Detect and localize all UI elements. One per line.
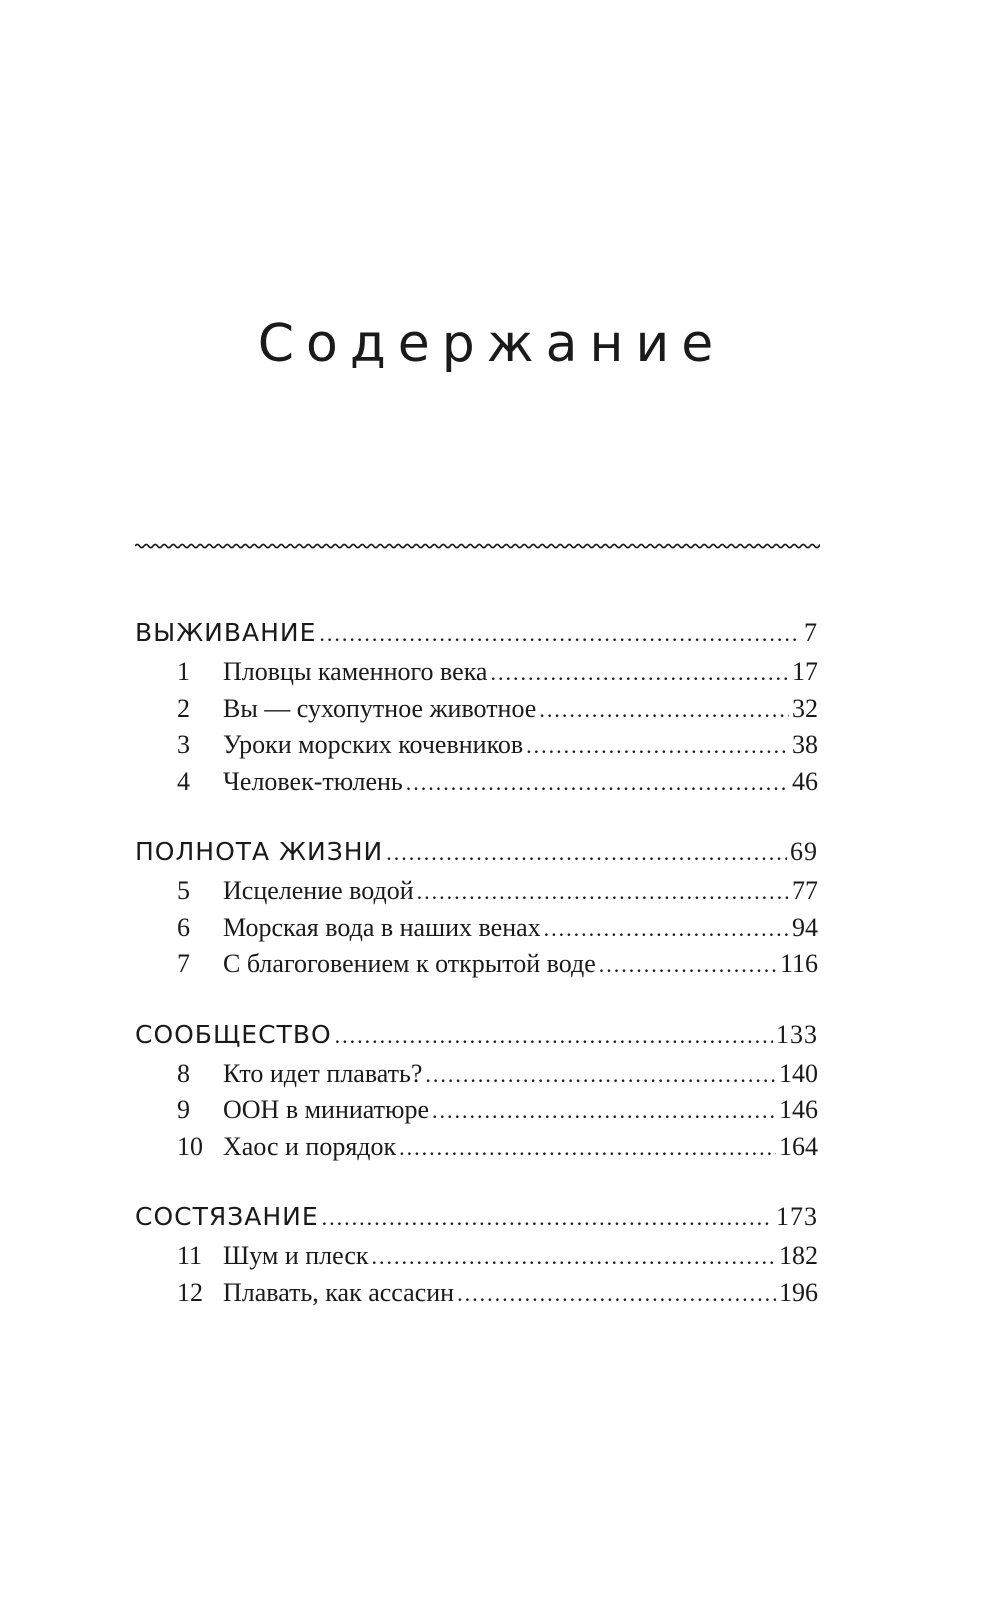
toc-chapter-row[interactable] — [135, 1129, 818, 1166]
toc-part-row[interactable] — [135, 1014, 818, 1056]
dot-leader — [335, 1015, 773, 1057]
chapter-page-number: 196 — [779, 1277, 818, 1307]
chapter-number: 3 — [177, 730, 190, 759]
chapter-number: 8 — [177, 1058, 190, 1088]
toc-part — [135, 831, 818, 983]
dot-leader — [319, 613, 801, 655]
toc-part-row[interactable] — [135, 612, 818, 654]
chapter-number: 9 — [177, 1095, 190, 1124]
dot-leader — [406, 765, 789, 802]
part-title: СОСТЯЗАНИЕ — [135, 1202, 319, 1231]
dot-leader — [544, 911, 789, 948]
toc-part-row[interactable] — [135, 831, 818, 873]
chapter-number: 1 — [177, 657, 190, 686]
dot-leader — [322, 1197, 773, 1239]
chapter-page-number: 38 — [792, 730, 818, 759]
page-title: Содержание — [257, 314, 726, 374]
toc-chapter-row[interactable] — [135, 1056, 818, 1093]
chapter-title: Пловцы каменного века — [223, 657, 488, 686]
chapter-title: Вы — сухопутное животное — [223, 693, 537, 723]
toc-chapter-row[interactable] — [135, 910, 818, 947]
chapter-title: С благоговением к открытой воде — [223, 949, 596, 978]
dot-leader — [539, 692, 789, 729]
toc-part — [135, 612, 818, 800]
wave-divider — [135, 537, 820, 555]
dot-leader — [386, 832, 787, 874]
part-page-number: 133 — [776, 1019, 818, 1049]
chapter-number: 6 — [177, 912, 190, 942]
toc-chapter-row[interactable] — [135, 873, 818, 910]
toc-chapter-row[interactable] — [135, 1238, 818, 1275]
chapter-title: Исцеление водой — [223, 876, 414, 905]
chapter-title: Хаос и порядок — [223, 1131, 397, 1161]
toc-part — [135, 1196, 818, 1311]
dot-leader — [432, 1093, 776, 1130]
toc-part-row[interactable] — [135, 1196, 818, 1238]
chapter-page-number: 32 — [792, 693, 818, 723]
part-title: СООБЩЕСТВО — [135, 1019, 332, 1049]
dot-leader — [599, 947, 777, 984]
part-page-number: 7 — [804, 618, 818, 647]
chapter-number: 2 — [177, 693, 190, 723]
toc-chapter-row[interactable] — [135, 691, 818, 728]
chapter-number: 10 — [177, 1131, 203, 1161]
dot-leader — [417, 874, 789, 911]
chapter-page-number: 94 — [792, 912, 818, 942]
chapter-title: Человек-тюлень — [223, 766, 403, 796]
chapter-page-number: 146 — [779, 1095, 818, 1124]
chapter-number: 4 — [177, 766, 190, 796]
chapter-title: Уроки морских кочевников — [223, 730, 524, 759]
chapter-title: Плавать, как ассасин — [223, 1277, 455, 1307]
part-title: ВЫЖИВАНИЕ — [135, 618, 317, 647]
chapter-page-number: 46 — [792, 766, 818, 796]
chapter-page-number: 164 — [779, 1131, 818, 1161]
chapter-number: 11 — [177, 1241, 203, 1270]
part-page-number: 69 — [790, 837, 818, 866]
chapter-title: Морская вода в наших венах — [223, 912, 541, 942]
table-of-contents — [135, 612, 818, 1342]
chapter-number: 7 — [177, 949, 190, 978]
chapter-page-number: 116 — [779, 949, 818, 978]
dot-leader — [457, 1276, 776, 1313]
chapter-page-number: 140 — [779, 1058, 818, 1088]
toc-chapter-row[interactable] — [135, 764, 818, 801]
toc-chapter-row[interactable] — [135, 654, 818, 691]
part-page-number: 173 — [776, 1202, 818, 1231]
chapter-page-number: 182 — [779, 1241, 818, 1270]
chapter-page-number: 77 — [792, 876, 818, 905]
toc-chapter-row[interactable] — [135, 946, 818, 983]
dot-leader — [399, 1130, 776, 1167]
dot-leader — [526, 728, 789, 765]
dot-leader — [372, 1239, 776, 1276]
chapter-number: 5 — [177, 876, 190, 905]
chapter-number: 12 — [177, 1277, 203, 1307]
toc-chapter-row[interactable] — [135, 1275, 818, 1312]
toc-chapter-row[interactable] — [135, 1092, 818, 1129]
dot-leader — [490, 655, 789, 692]
chapter-title: Шум и плеск — [223, 1241, 369, 1270]
dot-leader — [425, 1057, 776, 1094]
toc-part — [135, 1014, 818, 1166]
part-title: ПОЛНОТА ЖИЗНИ — [135, 837, 384, 866]
chapter-page-number: 17 — [792, 657, 818, 686]
chapter-title: ООН в миниатюре — [223, 1095, 429, 1124]
chapter-title: Кто идет плавать? — [223, 1058, 423, 1088]
toc-chapter-row[interactable] — [135, 727, 818, 764]
